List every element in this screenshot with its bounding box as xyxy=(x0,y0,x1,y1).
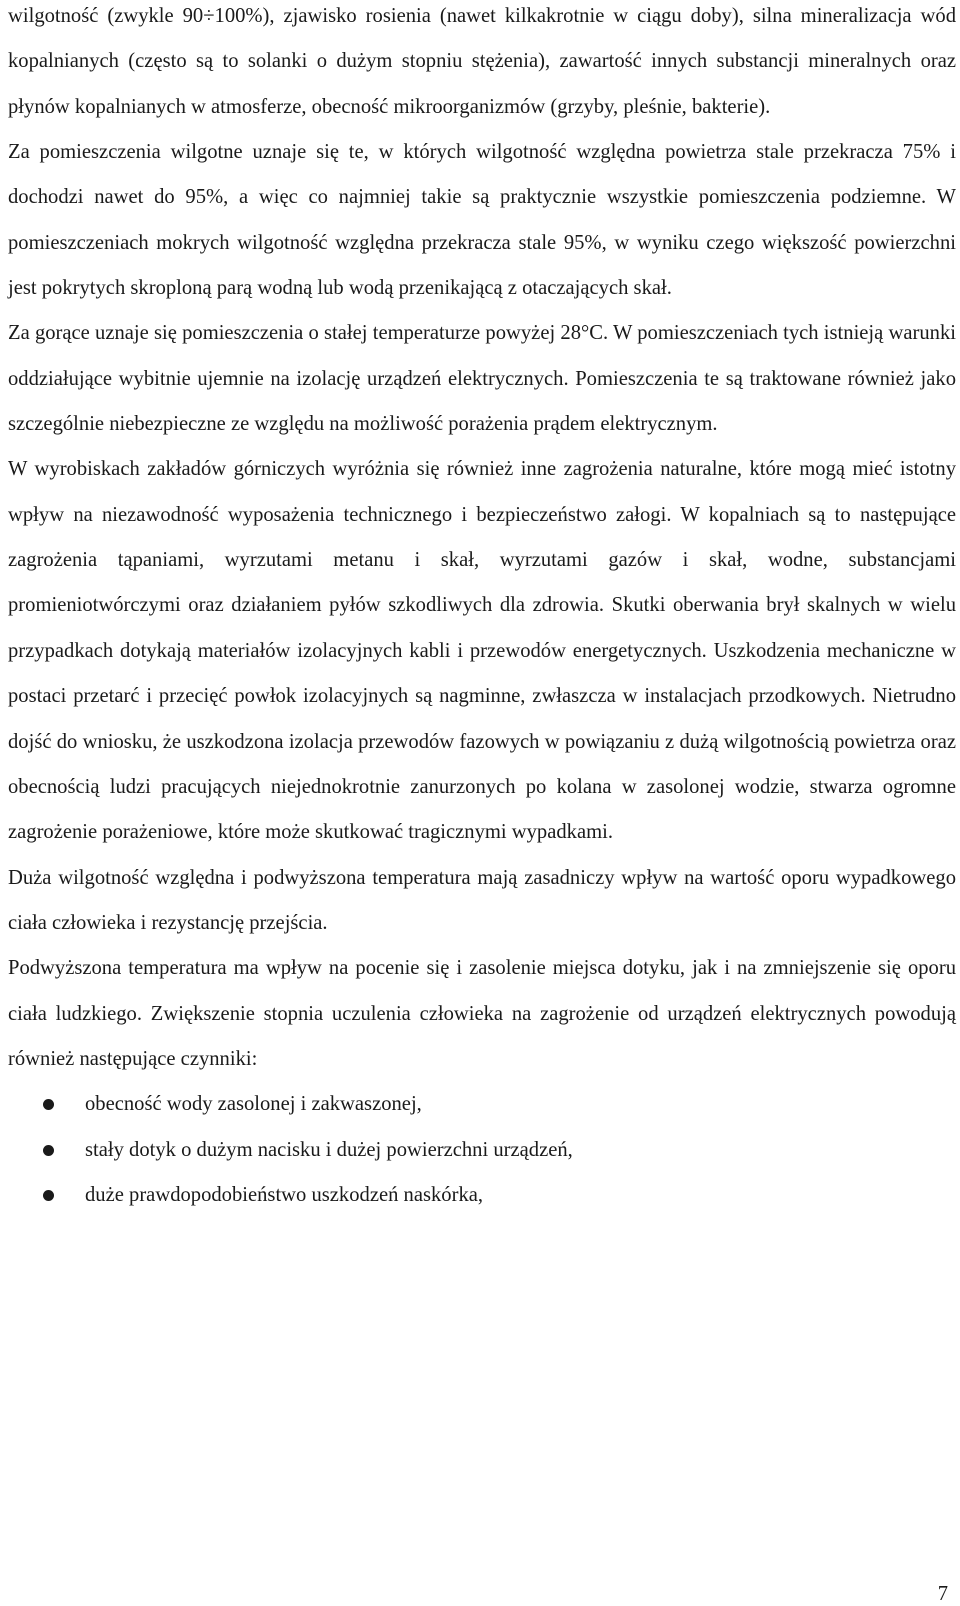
bullet-icon xyxy=(43,1145,54,1156)
bullet-icon xyxy=(43,1099,54,1110)
list-item-text: stały dotyk o dużym nacisku i dużej powierzchni urządzeń, xyxy=(85,1138,573,1161)
page-number: 7 xyxy=(937,1583,948,1605)
document-page xyxy=(8,0,956,1218)
list-item xyxy=(8,1173,956,1218)
paragraph-wet-rooms: Za pomieszczenia wilgotne uznaje się te, w których wilgotność względna powietrza stale przekracza 75% i dochodzi nawet do 95%, a więc co najmniej takie są praktycznie wszystkie pomieszczenia podziemne. W pomieszczeniach mokrych wilgotność względna przekracza stale 95%, w wyniku czego większość powierzchni jest pokrytych skroploną parą wodną lub wodą przenikającą z otaczających skał. xyxy=(8,141,956,300)
paragraph-body-resistance: Duża wilgotność względna i podwyższona temperatura mają zasadniczy wpływ na wartość oporu wypadkowego ciała człowieka i rezystancję przejścia. xyxy=(8,866,956,934)
paragraph-sensitivity-factors: Podwyższona temperatura ma wpływ na pocenie się i zasolenie miejsca dotyku, jak i na zmniejszenie się oporu ciała ludzkiego. Zwiększenie stopnia uczulenia człowieka na zagrożenie od urządzeń elektrycznych powodują również następujące czynniki: xyxy=(8,957,956,1070)
bullet-icon xyxy=(43,1190,54,1201)
factor-list xyxy=(8,1082,956,1218)
list-item-text: duże prawdopodobieństwo uszkodzeń naskórka, xyxy=(85,1183,484,1206)
list-item xyxy=(8,1082,956,1127)
paragraph-humidity-conditions: wilgotność (zwykle 90÷100%), zjawisko rosienia (nawet kilkakrotnie w ciągu doby), silna mineralizacja wód kopalnianych (często są to solanki o dużym stopniu stężenia), zawartość innych substancji mineralnych oraz płynów kopalnianych w atmosferze, obecność mikroorganizmów (grzyby, pleśnie, bakterie). xyxy=(8,5,956,118)
list-item xyxy=(8,1128,956,1173)
list-item-text: obecność wody zasolonej i zakwaszonej, xyxy=(85,1093,422,1116)
paragraph-hot-rooms: Za gorące uznaje się pomieszczenia o stałej temperaturze powyżej 28°C. W pomieszczeniach tych istnieją warunki oddziałujące wybitnie ujemnie na izolację urządzeń elektrycznych. Pomieszczenia te są traktowane również jako szczególnie niebezpieczne ze względu na możliwość porażenia prądem elektrycznym. xyxy=(8,322,956,436)
paragraph-natural-hazards: W wyrobiskach zakładów górniczych wyróżnia się również inne zagrożenia naturalne, które mogą mieć istotny wpływ na niezawodność wyposażenia technicznego i bezpieczeństwo załogi. W kopalniach są to następujące zagrożenia tąpaniami, wyrzutami metanu i skał, wyrzutami gazów i skał, wodne, substancjami promieniotwórczymi oraz działaniem pyłów szkodliwych dla zdrowia. Skutki oberwania brył skalnych w wielu przypadkach dotykają materiałów izolacyjnych kabli i przewodów energetycznych. Uszkodzenia mechaniczne w postaci przetarć i przecięć powłok izolacyjnych są nagminne, zwłaszcza w instalacjach przodkowych. Nietrudno dojść do wniosku, że uszkodzona izolacja przewodów fazowych w powiązaniu z dużą wilgotnością powietrza oraz obecnością ludzi pracujących niejednokrotnie zanurzonych po kolana w zasolonej wodzie, stwarza ogromne zagrożenie porażeniowe, które może skutkować tragicznymi wypadkami. xyxy=(8,458,956,844)
